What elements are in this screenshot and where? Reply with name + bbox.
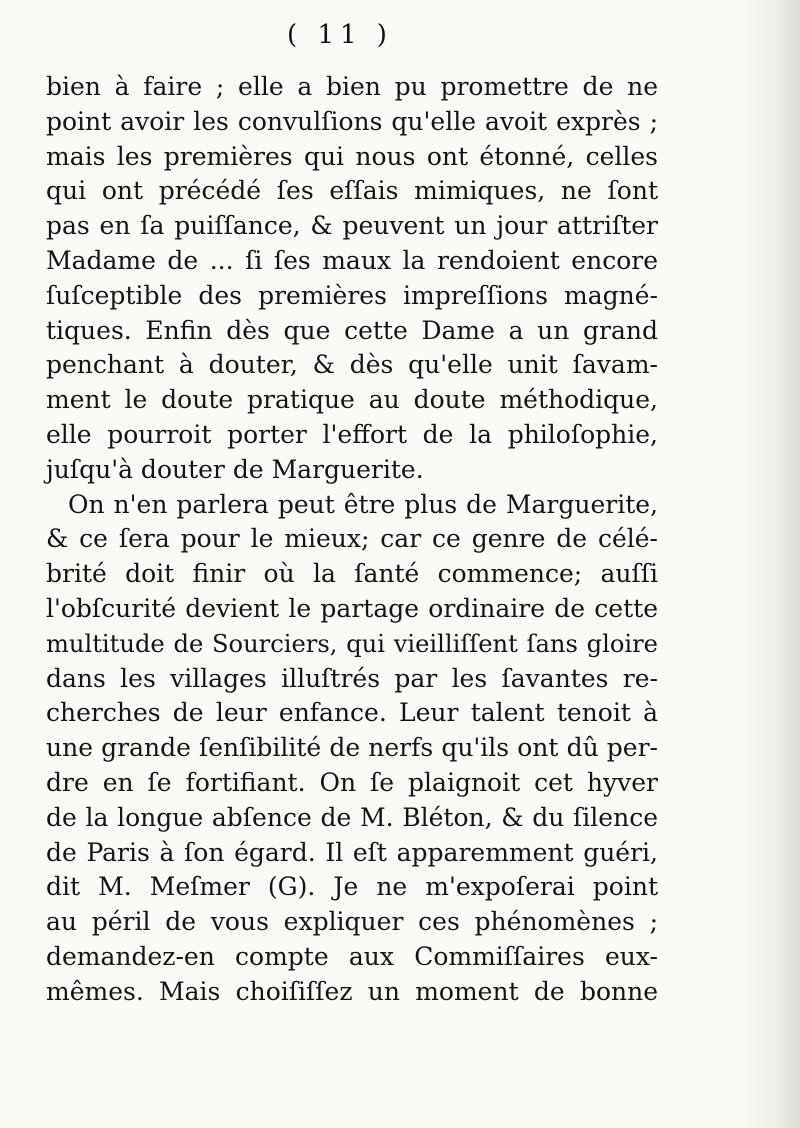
text-line: bien à faire ; elle a bien pu promettre de ne (46, 72, 658, 101)
text-line: cherches de leur enfance. Leur talent tenoit à (46, 698, 658, 728)
text-line: Madame de ... ſi ſes maux la rendoient encore (46, 245, 658, 275)
text-line: qui ont précédé ſes eſſais mimiques, ne ſont (46, 176, 658, 206)
paragraph-2 (46, 488, 658, 1010)
text-line: point avoir les convulſions qu'elle avoit exprès ; (46, 106, 658, 136)
text-line: l'obſcurité devient le partage ordinaire de cette (46, 593, 658, 623)
text-line: mais les premières qui nous ont étonné, celles (46, 141, 658, 171)
text-line: elle pourroit porter l'effort de la philoſophie, (46, 419, 658, 449)
text-line: une grande ſenſibilité de nerfs qu'ils ont dû per- (46, 733, 658, 763)
text-line: ſuſceptible des premières impreſſions magné- (46, 280, 658, 310)
text-line: brité doit finir où la ſanté commence; auſſi (46, 559, 658, 589)
text-line: & ce ſera pour le mieux; car ce genre de célé- (46, 524, 658, 554)
text-line: au péril de vous expliquer ces phénomènes ; (46, 907, 658, 937)
paragraph-1 (46, 70, 658, 488)
text-line: penchant à douter, & dès qu'elle unit ſavam- (46, 350, 658, 380)
page-number: ( 11 ) (287, 20, 393, 50)
text-line: ment le doute pratique au doute méthodique, (46, 385, 658, 415)
text-line: dans les villages illuſtrés par les ſavantes re- (46, 663, 658, 693)
text-line: demandez-en compte aux Commiſſaires eux- (46, 941, 658, 971)
text-line: de la longue abſence de M. Bléton, & du ſilence (46, 802, 658, 832)
body-text (46, 70, 658, 1010)
text-line: On n'en parlera peut être plus de Marguerite, (68, 489, 658, 519)
text-line: juſqu'à douter de Marguerite. (46, 454, 424, 484)
text-line: dre en ſe fortifiant. On ſe plaignoit cet hyver (46, 767, 658, 797)
text-line: dit M. Meſmer (G). Je ne m'expoſerai point (46, 872, 658, 902)
text-line: pas en ſa puiſſance, & peuvent un jour attriſter (46, 211, 658, 241)
text-line: de Paris à ſon égard. Il eſt apparemment guéri, (46, 837, 658, 867)
text-line: mêmes. Mais choiſiſſez un moment de bonne (46, 976, 658, 1006)
text-line: multitude de Sourciers, qui vieilliſſent ſans gloire (46, 629, 658, 658)
text-line: tiques. Enfin dès que cette Dame a un grand (46, 315, 658, 345)
